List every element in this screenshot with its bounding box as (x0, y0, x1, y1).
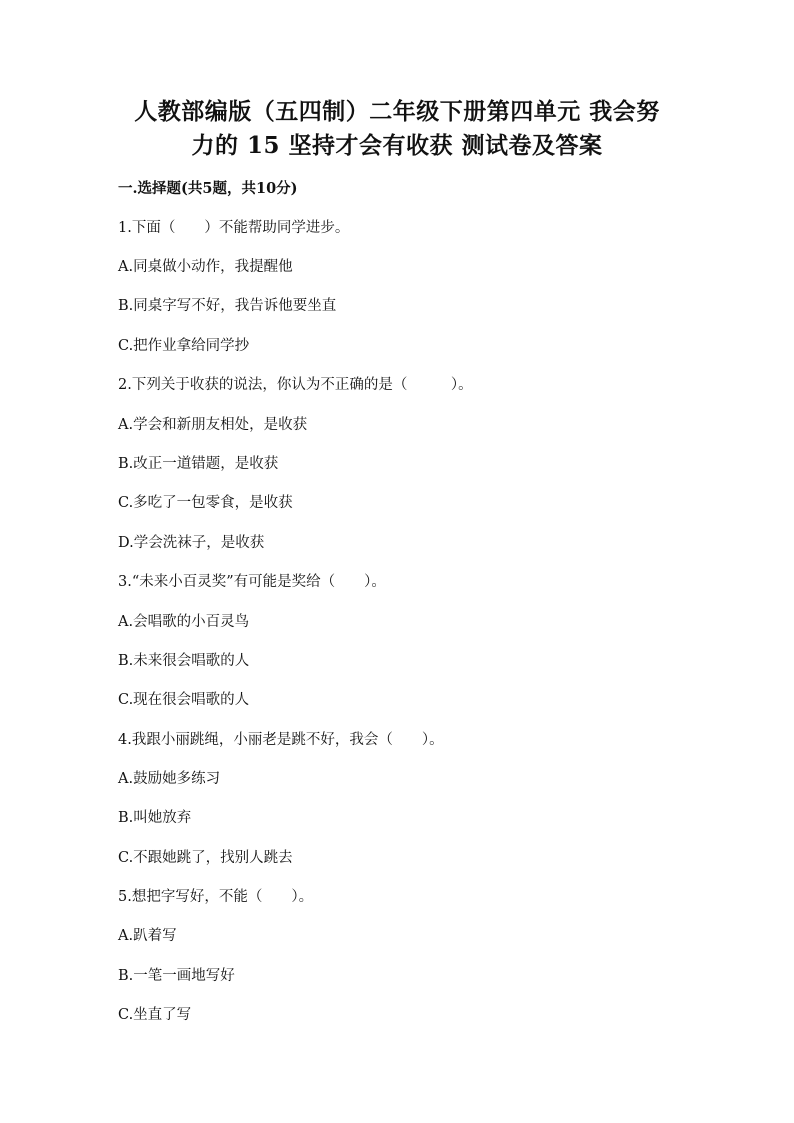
question-1-stem: 1.下面（ ）不能帮助同学进步。 (118, 220, 350, 236)
question-4-option-b: B.叫她放弃 (118, 810, 192, 826)
question-3-option-b: B.未来很会唱歌的人 (118, 653, 250, 669)
question-4-stem: 4.我跟小丽跳绳，小丽老是跳不好，我会（ ）。 (118, 732, 444, 748)
question-4-option-c: C.不跟她跳了，找别人跳去 (118, 850, 293, 866)
section-heading: 一.选择题(共5题，共10分) (118, 180, 298, 197)
question-2-option-a: A.学会和新朋友相处，是收获 (118, 417, 308, 433)
question-5-option-c: C.坐直了写 (118, 1007, 192, 1023)
question-1-option-b: B.同桌字写不好，我告诉他要坐直 (118, 298, 337, 314)
question-4-option-a: A.鼓励她多练习 (118, 771, 221, 787)
question-2-option-d: D.学会洗袜子，是收获 (118, 535, 265, 551)
question-5-stem: 5.想把字写好，不能（ ）。 (118, 889, 314, 905)
document-title-line2: 力的 15 坚持才会有收获 测试卷及答案 (191, 132, 603, 159)
question-2-option-c: C.多吃了一包零食，是收获 (118, 495, 293, 511)
question-2-stem: 2.下列关于收获的说法，你认为不正确的是（ ）。 (118, 377, 473, 393)
question-3-option-a: A.会唱歌的小百灵鸟 (118, 614, 250, 630)
question-1-option-c: C.把作业拿给同学抄 (118, 338, 250, 354)
document-title-line1: 人教部编版（五四制）二年级下册第四单元 我会努 (134, 98, 660, 125)
question-1-option-a: A.同桌做小动作，我提醒他 (118, 259, 293, 275)
question-5-option-a: A.趴着写 (118, 928, 177, 944)
question-3-stem: 3.“未来小百灵奖”有可能是奖给（ ）。 (118, 574, 386, 590)
question-2-option-b: B.改正一道错题，是收获 (118, 456, 279, 472)
question-5-option-b: B.一笔一画地写好 (118, 968, 235, 984)
question-3-option-c: C.现在很会唱歌的人 (118, 692, 250, 708)
